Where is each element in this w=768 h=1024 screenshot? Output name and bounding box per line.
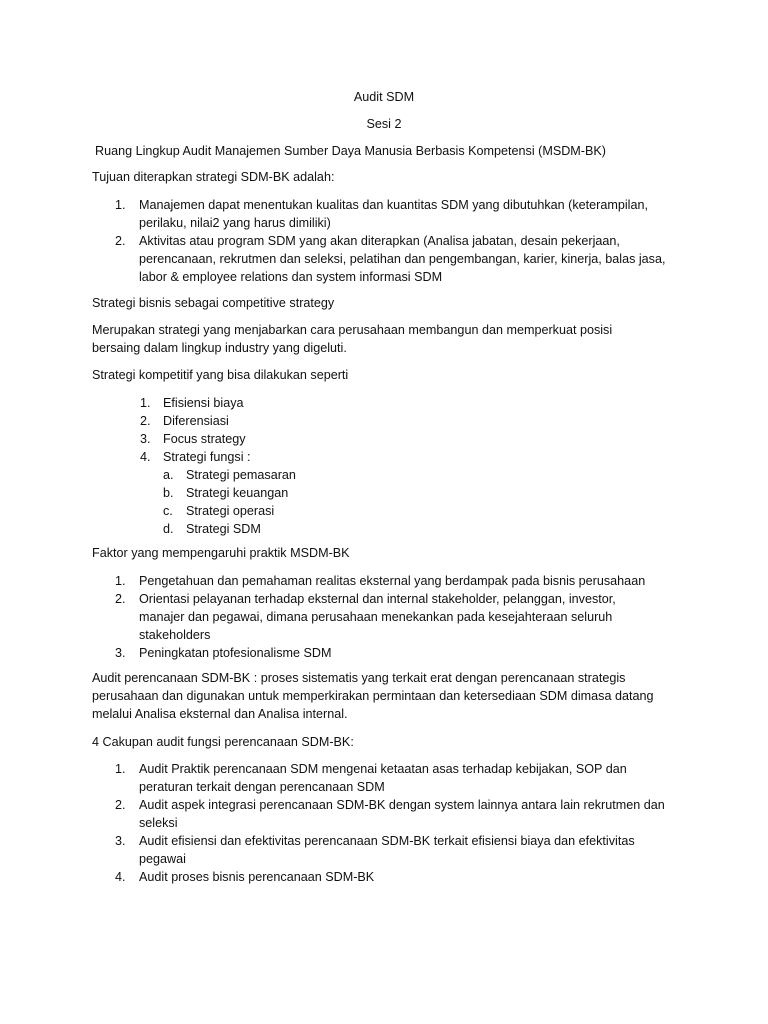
list-item: 2. Aktivitas atau program SDM yang akan diterapkan (Analisa jabatan, desain pekerjaan, perencanaan, rekrutmen dan seleksi, pelatihan dan pengembangan, karier, kinerja, balas jasa, labor & employee relations dan system informasi SDM [115,234,666,284]
list-item: 1. Manajemen dapat menentukan kualitas dan kuantitas SDM yang dibutuhkan (keterampilan, perilaku, nilai2 yang harus dimiliki) [115,198,648,230]
list-item: 2. Diferensiasi [140,414,229,428]
document-title: Audit SDM [353,90,415,104]
list-item: 2. Audit aspek integrasi perencanaan SDM-BK dengan system lainnya antara lain rekrutmen dan seleksi [115,798,665,830]
sublist-item: b. Strategi keuangan [163,486,289,500]
paragraph-cakupan: 4 Cakupan audit fungsi perencanaan SDM-BK: [92,735,354,749]
list-item: 4. Audit proses bisnis perencanaan SDM-BK [115,870,375,884]
faktor-list [115,572,675,662]
list-item: 3. Audit efisiensi dan efektivitas perencanaan SDM-BK terkait efisiensi biaya dan efektivitas pegawai [115,834,635,866]
section-heading: Ruang Lingkup Audit Manajemen Sumber Daya Manusia Berbasis Kompetensi (MSDM-BK) [95,144,606,158]
paragraph-audit-perencanaan: Audit perencanaan SDM-BK : proses sistematis yang terkait erat dengan perencanaan strategis perusahaan dan digunakan untuk memperkirakan permintaan dan ketersediaan SDM dimasa datang melalui Analisa eksternal dan Analisa internal. [92,671,654,721]
list-item: 1. Pengetahuan dan pemahaman realitas eksternal yang berdampak pada bisnis perusahaan [115,574,646,588]
fungsi-sublist [163,466,440,538]
cakupan-list [115,760,675,886]
paragraph-tujuan: Tujuan diterapkan strategi SDM-BK adalah: [92,170,335,184]
list-item: 2. Orientasi pelayanan terhadap eksternal dan internal stakeholder, pelanggan, investor, manajer dan pegawai, dimana perusahaan menekankan pada kesejahteraan seluruh stakeholders [115,592,616,642]
sublist-item: c. Strategi operasi [163,504,275,518]
sublist-item: d. Strategi SDM [163,522,261,536]
list-item: 1. Efisiensi biaya [140,396,244,410]
paragraph-faktor: Faktor yang mempengaruhi praktik MSDM-BK [92,546,350,560]
list-item: 3. Focus strategy [140,432,246,446]
paragraph-merupakan: Merupakan strategi yang menjabarkan cara perusahaan membangun dan memperkuat posisi bersaing dalam lingkup industry yang digeluti. [92,323,613,355]
list-item: 3. Peningkatan ptofesionalisme SDM [115,646,332,660]
session-label: Sesi 2 [366,117,402,131]
list-item: 1. Audit Praktik perencanaan SDM mengenai ketaatan asas terhadap kebijakan, SOP dan peraturan terkait dengan perencanaan SDM [115,762,627,794]
kompetitif-list [140,394,440,538]
paragraph-kompetitif: Strategi kompetitif yang bisa dilakukan seperti [92,368,349,382]
tujuan-list [115,196,675,286]
list-item: 4. Strategi fungsi : a. Strategi pemasaran b. Strategi keuangan c. Strategi operasi d. Strategi SDM [140,448,440,538]
paragraph-strategi-bisnis: Strategi bisnis sebagai competitive strategy [92,296,335,310]
sublist-item: a. Strategi pemasaran [163,468,296,482]
